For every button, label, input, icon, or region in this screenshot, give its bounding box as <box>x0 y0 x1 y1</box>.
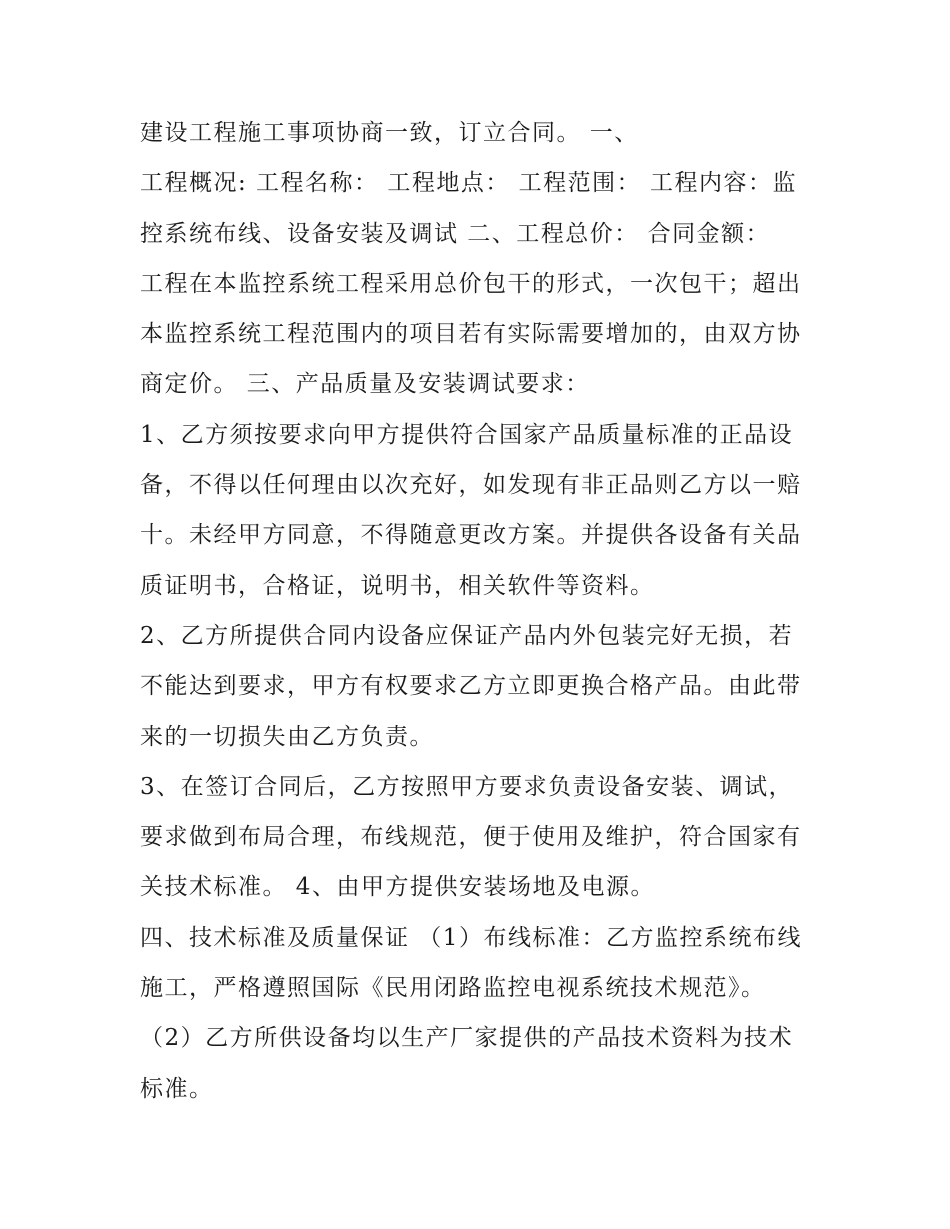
text-line: 关技术标准。 4、由甲方提供安装场地及电源。 <box>140 874 655 901</box>
text-line: 工程在本监控系统工程采用总价包干的形式，一次包干；超出 <box>140 270 802 297</box>
text-line: 备，不得以任何理由以次充好，如发现有非正品则乙方以一赔 <box>140 472 802 499</box>
text-line: 四、技术标准及质量保证 （1）布线标准：乙方监控系统布线 <box>140 924 802 951</box>
text-line: （2）乙方所供设备均以生产厂家提供的产品技术资料为技术 <box>140 1025 794 1052</box>
text-line: 2、乙方所提供合同内设备应保证产品内外包装完好无损，若 <box>140 622 794 649</box>
text-line: 3、在签订合同后，乙方按照甲方要求负责设备安装、调试， <box>140 773 794 800</box>
text-line: 不能达到要求，甲方有权要求乙方立即更换合格产品。由此带 <box>140 673 802 700</box>
text-line: 1、乙方须按要求向甲方提供符合国家产品质量标准的正品设 <box>140 421 794 448</box>
text-line: 商定价。 三、产品质量及安装调试要求： <box>140 371 590 398</box>
text-line: 建设工程施工事项协商一致，订立合同。 一、 <box>140 120 639 146</box>
text-line: 要求做到布局合理，布线规范，便于使用及维护，符合国家有 <box>140 824 802 851</box>
contract-body-text <box>140 108 830 1114</box>
text-line: 标准。 <box>140 1075 214 1102</box>
text-line: 工程概况: 工程名称： 工程地点： 工程范围： 工程内容：监 <box>140 170 797 197</box>
text-line: 本监控系统工程范围内的项目若有实际需要增加的，由双方协 <box>140 321 802 348</box>
text-line: 质证明书，合格证，说明书，相关软件等资料。 <box>140 572 655 599</box>
text-line: 控系统布线、设备安装及调试 二、工程总价： 合同金额： <box>140 220 771 247</box>
text-line: 来的一切损失由乙方负责。 <box>140 723 434 750</box>
text-line: 十。未经甲方同意，不得随意更改方案。并提供各设备有关品 <box>140 522 802 549</box>
text-line: 施工，严格遵照国际《民用闭路监控电视系统技术规范》。 <box>140 975 766 1002</box>
